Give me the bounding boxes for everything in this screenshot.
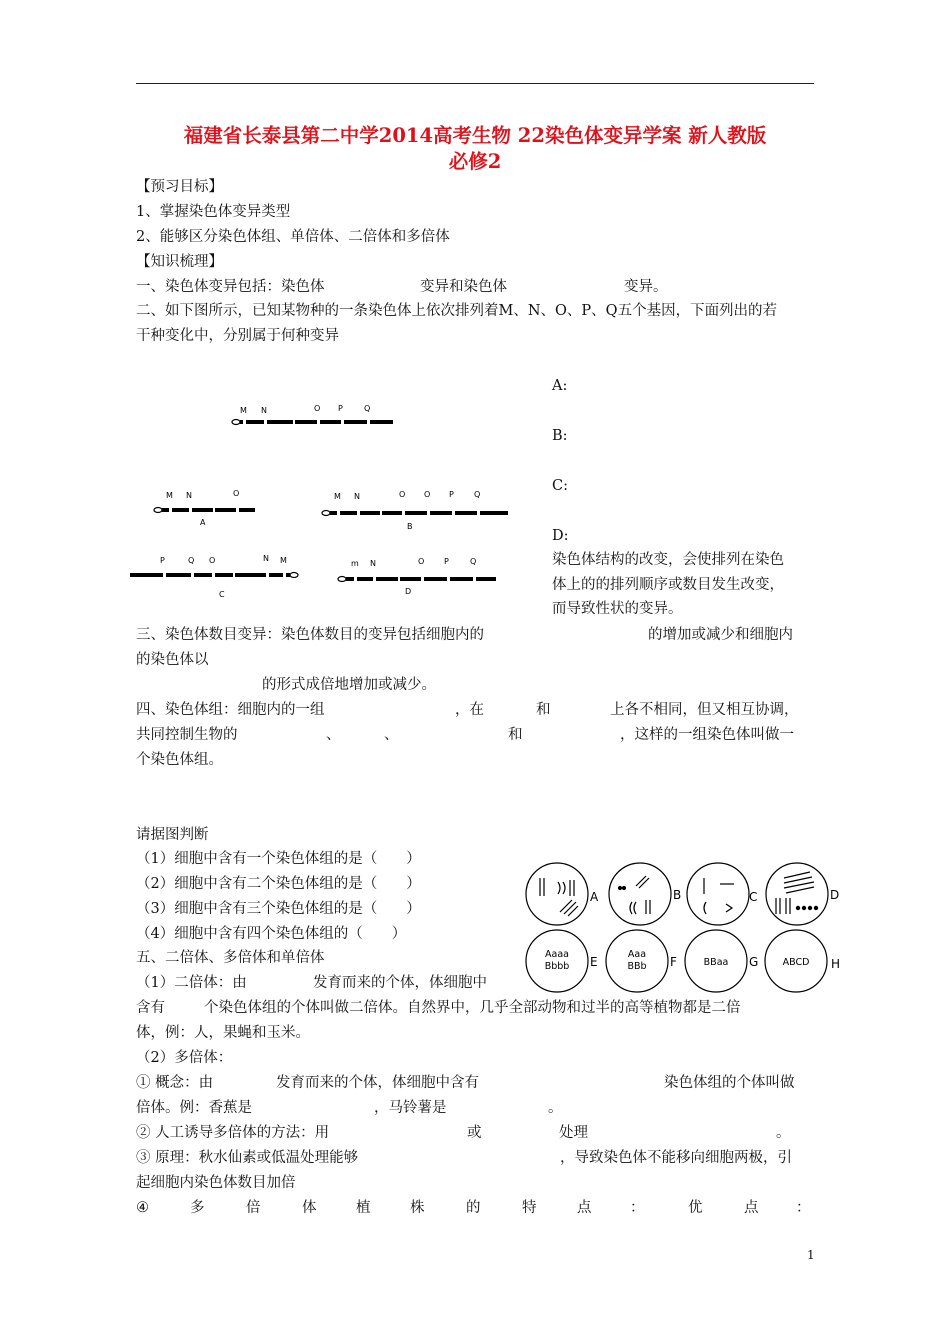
chromosome-a [154, 489, 255, 527]
q4-text-i: ，这样的一组染色体叫做一 [620, 727, 794, 743]
q5-diploid-a: （1）二倍体：由 [136, 975, 247, 991]
q5-p6-char: 优 [688, 1200, 703, 1216]
cell-b [609, 863, 671, 925]
q1-text-b: 变异和染色体 [420, 279, 507, 295]
gene-label: M [280, 556, 287, 565]
cell-c-chromosomes [704, 878, 734, 914]
gene-label: O [233, 489, 240, 498]
gene-label: M [240, 406, 247, 415]
q5-p6-char: 的 [466, 1200, 481, 1216]
gene-label: P [444, 557, 449, 566]
cell-d-chromosomes [776, 872, 818, 914]
q5-p6-char: 株 [410, 1200, 425, 1216]
chromosome-tag: C [219, 590, 225, 599]
doc-title-line1: 福建省长泰县第二中学2014高考生物 22染色体变异学案 新人教版 [183, 124, 767, 147]
answer-b-label: B: [552, 428, 568, 444]
q5-p3-c: 处理 [559, 1125, 588, 1141]
chromosome-b [322, 490, 508, 531]
section-knowledge-heading: 【知识梳理】 [136, 254, 223, 270]
gene-label: N [263, 554, 269, 563]
q5-p4-a: ③ 原理：秋水仙素或低温处理能够 [136, 1150, 359, 1166]
cell-e-genes-line2: Bbbb [544, 961, 570, 972]
q4-text-e: 共同控制生物的 [136, 727, 238, 743]
judge-item-3: （3）细胞中含有三个染色体组的是（ ） [136, 901, 421, 917]
q4-text-h: 和 [508, 727, 523, 743]
gene-label: m [351, 559, 359, 568]
q5-p3-d: 。 [776, 1125, 791, 1141]
q5-p6-char: 特 [522, 1200, 537, 1216]
q1-text-c: 变异。 [624, 279, 668, 295]
q5-p1-c: 染色体组的个体叫做 [664, 1075, 795, 1091]
chromosome-d [338, 557, 496, 596]
section-preview-heading: 【预习目标】 [136, 179, 223, 195]
cell-tag: C [749, 890, 758, 904]
q2-line1: 二、如下图所示，已知某物种的一条染色体上依次排列着M、N、O、P、Q五个基因，下面列出的若 [136, 303, 778, 319]
q5-diploid-e: 体，例：人，果蝇和玉米。 [136, 1025, 310, 1041]
cell-tag: G [749, 955, 759, 969]
q4-text-b: ，在 [455, 702, 484, 718]
gene-label: N [354, 492, 360, 501]
q5-p3-b: 或 [467, 1125, 482, 1141]
q3-text-a: 三、染色体数目变异：染色体数目的变异包括细胞内的 [136, 627, 484, 643]
chromosome-original [232, 404, 393, 425]
q5-p6-char: 体 [302, 1200, 317, 1216]
cell-tag: H [831, 957, 841, 971]
gene-label: M [334, 492, 341, 501]
gene-label: Q [474, 490, 481, 499]
q4-text-d: 上各不相同，但又相互协调， [610, 702, 799, 718]
gene-label: O [209, 556, 216, 565]
cell-tag: B [673, 888, 682, 902]
gene-label: N [261, 406, 267, 415]
cell-f-genes-line1: Aaa [627, 949, 647, 960]
judge-title: 请据图判断 [136, 827, 209, 843]
q5-p6-char: ： [630, 1200, 645, 1216]
q3-text-b: 的增加或减少和细胞内 [648, 627, 793, 643]
gene-label: P [338, 404, 343, 413]
structure-note-line1: 染色体结构的改变，会使排列在染色 [552, 552, 784, 568]
chromosome-tag: A [200, 518, 206, 527]
q3-text-c: 的染色体以 [136, 652, 209, 668]
judge-item-2: （2）细胞中含有二个染色体组的是（ ） [136, 876, 421, 892]
q5-polyploid-title: （2）多倍体： [136, 1050, 233, 1066]
goal-2: 2、能够区分染色体组、单倍体、二倍体和多倍体 [136, 229, 450, 245]
gene-label: N [370, 559, 376, 568]
gene-label: O [418, 557, 425, 566]
answer-c-label: C: [552, 478, 568, 494]
page-number: 1 [807, 1248, 815, 1262]
cells-diagram [520, 856, 845, 996]
answer-a-label: A: [552, 378, 568, 394]
chromosome-tag: B [407, 522, 413, 531]
chromosome-tag: D [405, 587, 412, 596]
q5-p6-char: 点 [744, 1200, 759, 1216]
gene-label: O [424, 490, 431, 499]
q5-p3-a: ② 人工诱导多倍体的方法：用 [136, 1125, 330, 1141]
q4-text-a: 四、染色体组：细胞内的一组 [136, 702, 325, 718]
cell-c [687, 863, 749, 925]
gene-label: P [449, 490, 454, 499]
q5-diploid-d: 个染色体组的个体叫做二倍体。自然界中，几乎全部动物和过半的高等植物都是二倍 [204, 1000, 741, 1016]
q4-text-j: 个染色体组。 [136, 752, 223, 768]
q5-p1-b: 发育而来的个体，体细胞中含有 [276, 1075, 479, 1091]
q5-p1-a: ① 概念：由 [136, 1075, 214, 1091]
cell-a-chromosomes [540, 878, 578, 916]
q5-p6-char: ： [796, 1200, 811, 1216]
q5-p2-c: 。 [548, 1100, 563, 1116]
q5-p6-char: 植 [356, 1200, 371, 1216]
q5-p6-char: ④ [136, 1200, 149, 1216]
q2-line2: 干种变化中，分别属于何种变异 [136, 328, 339, 344]
q1-text-a: 一、染色体变异包括：染色体 [136, 279, 325, 295]
q5-p2-b: ，马铃薯是 [374, 1100, 447, 1116]
chromosome-diagram [118, 388, 538, 603]
goal-1: 1、掌握染色体变异类型 [136, 204, 291, 220]
cell-e-genes-line1: Aaaa [545, 949, 569, 960]
gene-label: M [166, 491, 173, 500]
gene-label: P [160, 556, 165, 565]
judge-item-1: （1）细胞中含有一个染色体组的是（ ） [136, 851, 421, 867]
structure-note-line2: 体上的的排列顺序或数目发生改变， [552, 577, 784, 593]
gene-label: Q [188, 556, 195, 565]
q5-p4-b: ，导致染色体不能移向细胞两极，引 [560, 1150, 792, 1166]
q5-p6-char: 倍 [246, 1200, 261, 1216]
cell-g-genes: BBaa [703, 957, 729, 968]
gene-label: N [186, 491, 192, 500]
judge-item-4: （4）细胞中含有四个染色体组的（ ） [136, 926, 407, 942]
q5-p6-char: 多 [190, 1200, 205, 1216]
q5-p5: 起细胞内染色体数目加倍 [136, 1175, 296, 1191]
q5-p6-char: 点 [577, 1200, 592, 1216]
q5-p2-a: 倍体。例：香蕉是 [136, 1100, 252, 1116]
q5-diploid-c: 含有 [136, 1000, 165, 1016]
q3-text-d: 的形式成倍地增加或减少。 [262, 677, 436, 693]
cell-tag: F [670, 955, 677, 969]
cell-b-chromosomes [619, 876, 651, 914]
cell-h-genes: ABCD [782, 957, 810, 968]
q5-diploid-b: 发育而来的个体，体细胞中 [313, 975, 487, 991]
gene-label: Q [470, 557, 477, 566]
structure-note-line3: 而导致性状的变异。 [552, 601, 683, 617]
q5-title: 五、二倍体、多倍体和单倍体 [136, 950, 325, 966]
chromosome-c [130, 554, 298, 599]
gene-label: Q [364, 404, 371, 413]
cell-tag: D [830, 888, 840, 902]
q4-text-c: 和 [536, 702, 551, 718]
cell-tag: A [590, 890, 599, 904]
q4-text-f: 、 [326, 727, 341, 743]
cell-tag: E [590, 955, 598, 969]
cell-a [526, 863, 588, 925]
gene-label: O [314, 404, 321, 413]
q4-text-g: 、 [384, 727, 399, 743]
top-rule [136, 83, 814, 84]
answer-d-label: D: [552, 528, 569, 544]
cell-d [766, 863, 828, 925]
gene-label: O [399, 490, 406, 499]
cell-f-genes-line2: BBb [627, 961, 647, 972]
doc-title-line2: 必修2 [448, 150, 502, 173]
